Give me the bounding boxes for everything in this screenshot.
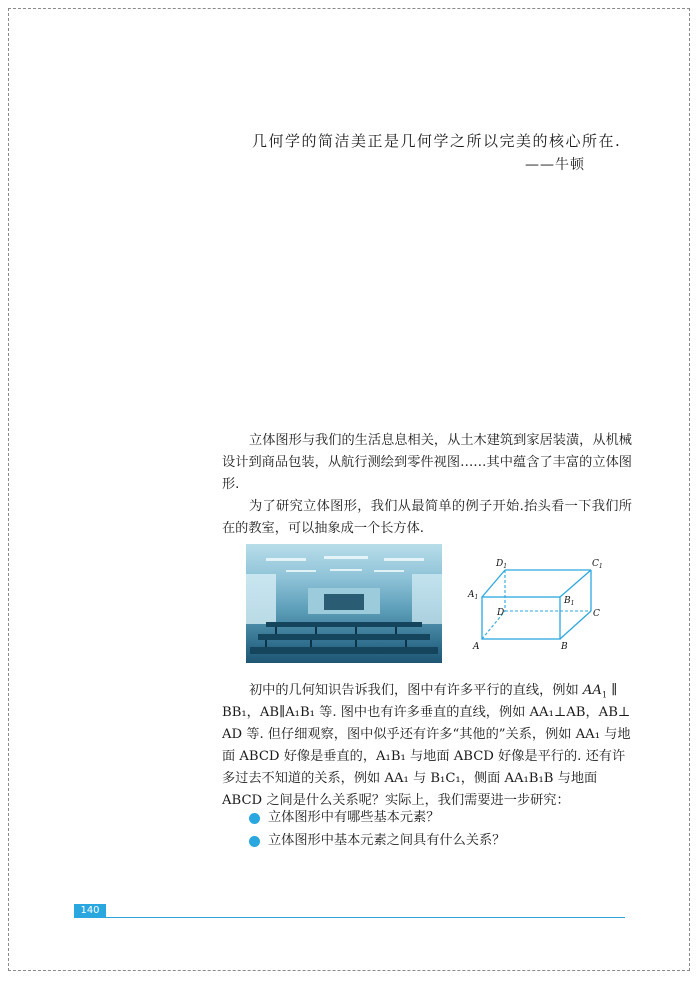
intro-paragraph-2: 为了研究立体图形，我们从最简单的例子开始.抬头看一下我们所在的教室，可以抽象成一个长方体. [222, 499, 632, 536]
label-C1: $C_1$ [592, 559, 603, 570]
body-line-4: 面 ABCD 好像是垂直的，A₁B₁ 与地面 ABCD 好像是平行的. 还有许 [222, 749, 626, 764]
label-D1: $D_1$ [496, 559, 508, 570]
body-line-6: ABCD 之间是什么关系呢？实际上，我们需要进一步研究： [222, 793, 570, 808]
intro-paragraph-1: 立体图形与我们的生活息息相关，从土木建筑到家居装潢，从机械设计到商品包装，从航行测绘到零件视图……其中蕴含了丰富的立体图形. [222, 433, 632, 492]
label-A: A [473, 642, 480, 652]
cuboid-diagram [460, 553, 610, 663]
page-number: 140 [74, 904, 106, 918]
question-item-1: 立体图形中有哪些基本元素？ [249, 808, 439, 828]
footer-rule [74, 917, 625, 918]
bullet-dot-icon [249, 813, 260, 824]
label-B: B [561, 642, 568, 652]
body-line-3: AD 等. 但仔细观察，图中似乎还有许多“其他的”关系，例如 AA₁ 与地 [222, 727, 631, 742]
bullet-dot-icon [249, 836, 260, 847]
label-D: D [497, 608, 505, 618]
label-A1: $A_1$ [468, 590, 479, 601]
body-line-5: 多过去不知道的关系，例如 AA₁ 与 B₁C₁，侧面 AA₁B₁B 与地面 [222, 771, 598, 786]
label-C: C [593, 609, 600, 619]
epigraph-author: ——牛顿 [525, 157, 585, 173]
body-line-1: 初中的几何知识告诉我们，图中有许多平行的直线，例如 $AA_1$ ∥ [249, 683, 618, 700]
epigraph-quote: 几何学的简洁美正是几何学之所以完美的核心所在. [252, 132, 622, 150]
label-B1: $B_1$ [564, 596, 575, 607]
body-line-2: BB₁，AB∥A₁B₁ 等. 图中也有许多垂直的直线，例如 AA₁⊥AB，AB⊥ [222, 705, 631, 720]
question-item-2: 立体图形中基本元素之间具有什么关系？ [249, 831, 505, 851]
classroom-photo [246, 544, 442, 663]
